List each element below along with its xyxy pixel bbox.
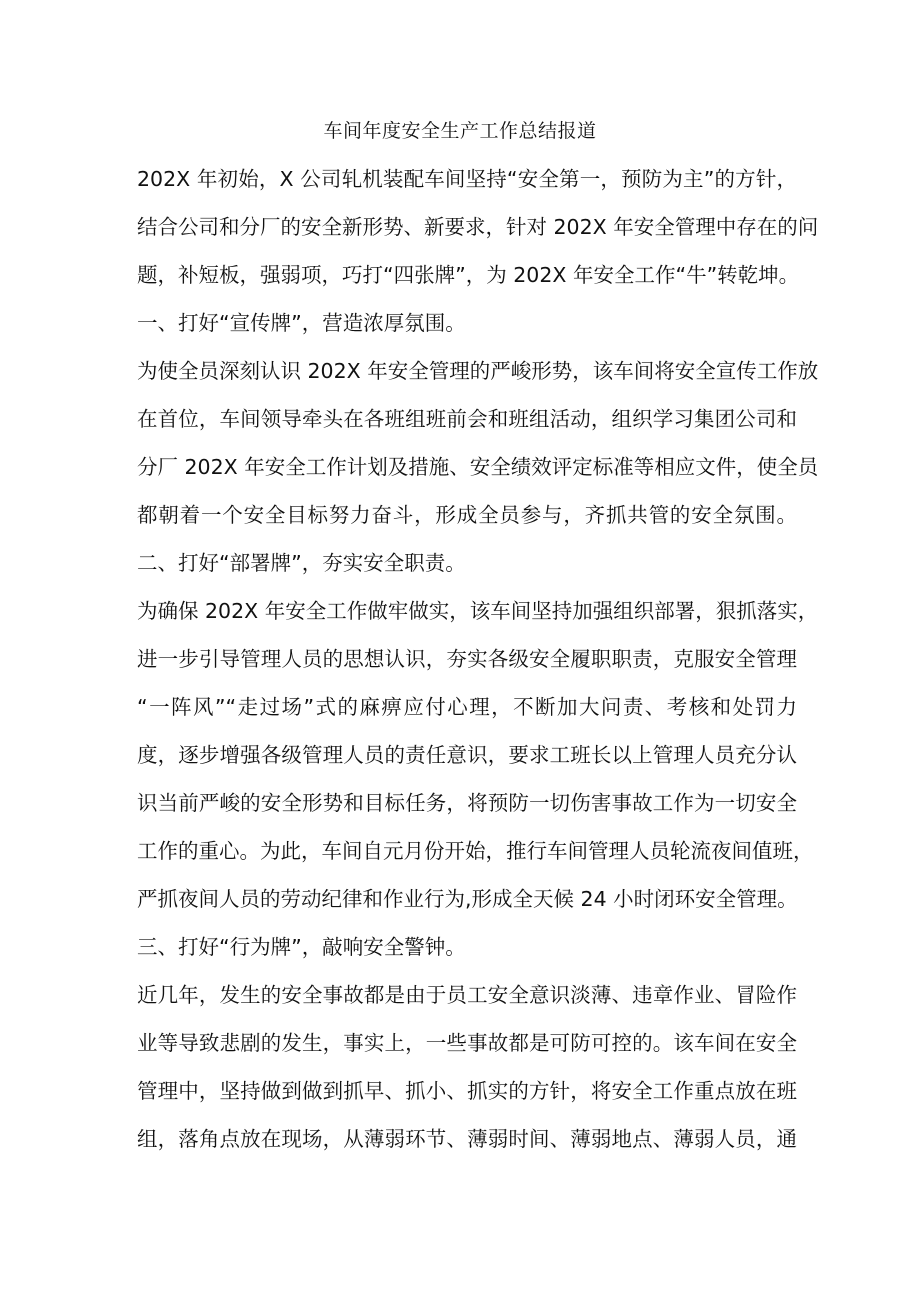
intro-line-2: 结合公司和分厂的安全新形势、新要求，针对 202X 年安全管理中存在的问 — [137, 215, 819, 239]
section-3-heading: 三、打好“行为牌”，敲响安全警钟。 — [137, 935, 466, 959]
intro-line-3: 题，补短板，强弱项，巧打“四张牌”，为 202X 年安全工作“牛”转乾坤。 — [137, 263, 800, 287]
section-2-line-2: 进一步引导管理人员的思想认识，夯实各级安全履职职责，克服安全管理 — [137, 647, 797, 671]
section-2-line-5: 识当前严峻的安全形势和目标任务，将预防一切伤害事故工作为一切安全 — [137, 791, 797, 815]
section-3-line-2: 业等导致悲剧的发生，事实上，一些事故都是可防可控的。该车间在安全 — [137, 1031, 797, 1055]
section-1-line-1: 为使全员深刻认识 202X 年安全管理的严峻形势，该车间将安全宣传工作放 — [137, 359, 819, 383]
section-1-line-3: 分厂 202X 年安全工作计划及措施、安全绩效评定标准等相应文件，使全员 — [137, 455, 819, 479]
document-title: 车间年度安全生产工作总结报道 — [323, 120, 597, 142]
section-2-line-7: 严抓夜间人员的劳动纪律和作业行为,形成全天候 24 小时闭环安全管理。 — [137, 887, 798, 911]
section-3-line-4: 组，落角点放在现场，从薄弱环节、薄弱时间、薄弱地点、薄弱人员，通 — [137, 1127, 797, 1151]
section-2-line-4: 度，逐步增强各级管理人员的责任意识，要求工班长以上管理人员充分认 — [137, 743, 797, 767]
section-1-line-2: 在首位，车间领导牵头在各班组班前会和班组活动，组织学习集团公司和 — [137, 407, 797, 431]
section-1-line-4: 都朝着一个安全目标努力奋斗，形成全员参与，齐抓共管的安全氛围。 — [137, 503, 797, 527]
section-2-line-1: 为确保 202X 年安全工作做牢做实，该车间坚持加强组织部署，狠抓落实， — [137, 599, 819, 623]
section-2-line-3: “一阵风”“走过场”式的麻痹应付心理，不断加大问责、考核和处罚力 — [137, 695, 797, 719]
intro-line-1: 202X 年初始，X 公司轧机装配车间坚持“安全第一，预防为主”的方针， — [137, 167, 797, 191]
section-1-heading: 一、打好“宣传牌”，营造浓厚氛围。 — [137, 311, 466, 335]
section-3-line-3: 管理中，坚持做到做到抓早、抓小、抓实的方针，将安全工作重点放在班 — [137, 1079, 797, 1103]
section-2-heading: 二、打好“部署牌”，夯实安全职责。 — [137, 551, 466, 575]
section-3-line-1: 近几年，发生的安全事故都是由于员工安全意识淡薄、违章作业、冒险作 — [137, 983, 797, 1007]
section-2-line-6: 工作的重心。为此，车间自元月份开始，推行车间管理人员轮流夜间值班， — [137, 839, 814, 863]
